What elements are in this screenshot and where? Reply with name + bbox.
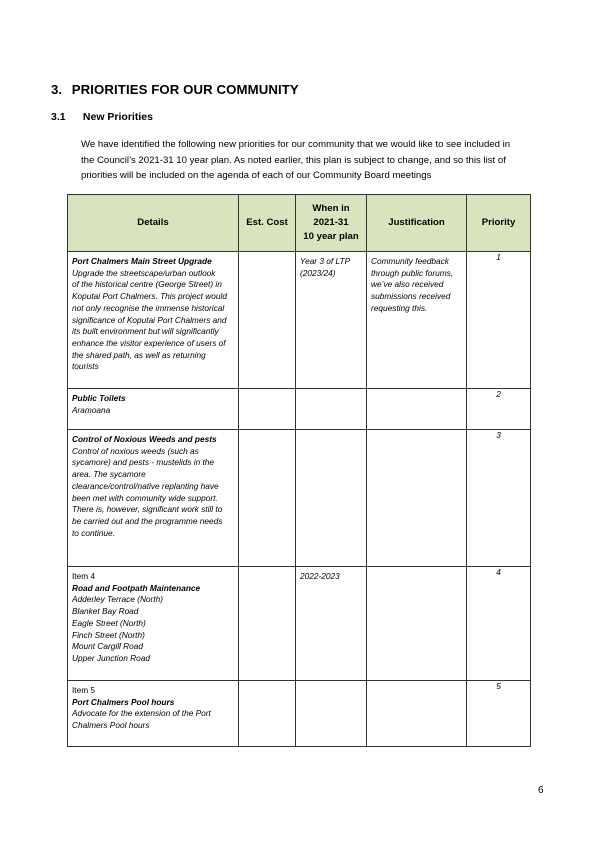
est-cost-cell <box>239 389 296 430</box>
description-line: Advocate for the extension of the Port <box>72 708 211 719</box>
description-line: Upper Junction Road <box>72 652 150 663</box>
justification-cell <box>367 681 467 747</box>
intro-line: the Council’s 2021-31 10 year plan. As noted earlier, this plan is subject to change, and so this list of <box>81 154 506 166</box>
justification-cell <box>367 252 467 389</box>
table-row <box>68 430 531 567</box>
when-cell <box>296 681 367 747</box>
when-line: 2022-2023 <box>300 571 340 581</box>
details-cell <box>68 389 239 430</box>
when-cell <box>296 389 367 430</box>
description-line: Upgrade the streetscape/urban outlook <box>72 267 216 278</box>
est-cost-cell <box>239 430 296 567</box>
description-line: clearance/control/native replanting have <box>72 480 219 491</box>
description-line: sycamore) and pests - mustelids in the <box>72 457 215 468</box>
description-line: be carried out and the programme needs <box>72 515 223 526</box>
details-cell <box>68 567 239 681</box>
description-line: Blanket Bay Road <box>72 606 139 617</box>
description-line: its built environment but will significantly <box>72 326 219 337</box>
priorities-table <box>67 194 531 747</box>
section-heading <box>51 82 299 97</box>
when-cell <box>296 252 367 389</box>
header-when-line: When in <box>312 203 350 214</box>
justification-line: requesting this. <box>371 302 428 313</box>
description-line: tourists <box>72 361 99 372</box>
description-line: Aramoana <box>72 404 111 415</box>
header-when-line: 10 year plan <box>303 231 359 242</box>
est-cost-value <box>239 681 295 687</box>
table-row <box>68 252 531 389</box>
details-cell <box>68 430 239 567</box>
justification-cell <box>367 389 467 430</box>
priority-rank: 2 <box>467 389 531 430</box>
table-row <box>68 681 531 747</box>
description-line: the shared path, as well as returning <box>72 349 206 360</box>
est-cost-cell <box>239 252 296 389</box>
priority-title: Road and Footpath Maintenance <box>72 582 201 593</box>
table-body <box>68 252 531 747</box>
description-line: significance of Koputai Port Chalmers and <box>72 314 227 325</box>
table-row <box>68 567 531 681</box>
subsection-title: New Priorities <box>82 111 153 123</box>
est-cost-value <box>239 252 295 258</box>
description-line: enhance the visitor experience of users of <box>72 337 226 348</box>
header-details: Details <box>68 195 239 252</box>
description-line: Eagle Street (North) <box>72 617 146 628</box>
header-est-cost: Est. Cost <box>239 195 296 252</box>
header-when <box>296 195 367 252</box>
est-cost-cell <box>239 567 296 681</box>
est-cost-value <box>239 567 295 573</box>
description-line: area. The sycamore <box>72 469 146 480</box>
justification-line: through public forums, <box>371 267 454 278</box>
priority-rank: 4 <box>467 567 531 681</box>
justification-line: we’ve also received <box>371 279 444 290</box>
table-row <box>68 389 531 430</box>
section-title: PRIORITIES FOR OUR COMMUNITY <box>71 82 299 97</box>
item-label: Item 5 <box>72 685 96 695</box>
when-line: (2023/24) <box>300 267 336 278</box>
description-line: Mount Cargill Road <box>72 641 144 652</box>
description-line: Finch Street (North) <box>72 629 145 640</box>
est-cost-cell <box>239 681 296 747</box>
intro-line: priorities will be included on the agenda of each of our Community Board meetings <box>81 170 432 182</box>
priority-title: Port Chalmers Pool hours <box>72 696 175 707</box>
when-cell <box>296 430 367 567</box>
priority-rank: 5 <box>467 681 531 747</box>
subsection-number: 3.1 <box>51 111 66 123</box>
item-label: Item 4 <box>72 571 96 581</box>
est-cost-value <box>239 389 295 395</box>
description-line: Chalmers Pool hours <box>72 720 150 731</box>
details-cell <box>68 681 239 747</box>
priority-rank: 3 <box>467 430 531 567</box>
priority-title: Port Chalmers Main Street Upgrade <box>72 256 212 266</box>
description-line: been met with community wide support. <box>72 492 218 503</box>
justification-line: submissions received <box>371 291 451 302</box>
est-cost-value <box>239 430 295 436</box>
priority-title: Control of Noxious Weeds and pests <box>72 434 217 444</box>
subsection-heading <box>51 111 153 123</box>
justification-cell <box>367 567 467 681</box>
details-cell <box>68 252 239 389</box>
description-line: There is, however, significant work still to <box>72 504 223 515</box>
when-line: Year 3 of LTP <box>300 256 351 266</box>
description-line: of the historical centre (George Street) in <box>72 279 222 290</box>
page-number: 6 <box>538 785 544 796</box>
intro-paragraph <box>81 137 551 184</box>
description-line: Koputai Port Chalmers. This project would <box>72 291 227 302</box>
section-number: 3. <box>51 82 63 97</box>
justification-cell <box>367 430 467 567</box>
header-justification: Justification <box>367 195 467 252</box>
header-priority: Priority <box>467 195 531 252</box>
description-line: Control of noxious weeds (such as <box>72 445 199 456</box>
description-line: not only recognise the immense historical <box>72 302 225 313</box>
table-header-row <box>68 195 531 252</box>
description-line: Adderley Terrace (North) <box>72 594 163 605</box>
justification-line: Community feedback <box>371 256 449 266</box>
intro-line: We have identified the following new priorities for our community that we would like to see included in <box>81 139 511 150</box>
priority-rank: 1 <box>467 252 531 389</box>
priority-title: Public Toilets <box>72 393 126 403</box>
description-line: to continue. <box>72 527 115 538</box>
header-when-line: 2021-31 <box>313 217 349 228</box>
when-cell <box>296 567 367 681</box>
